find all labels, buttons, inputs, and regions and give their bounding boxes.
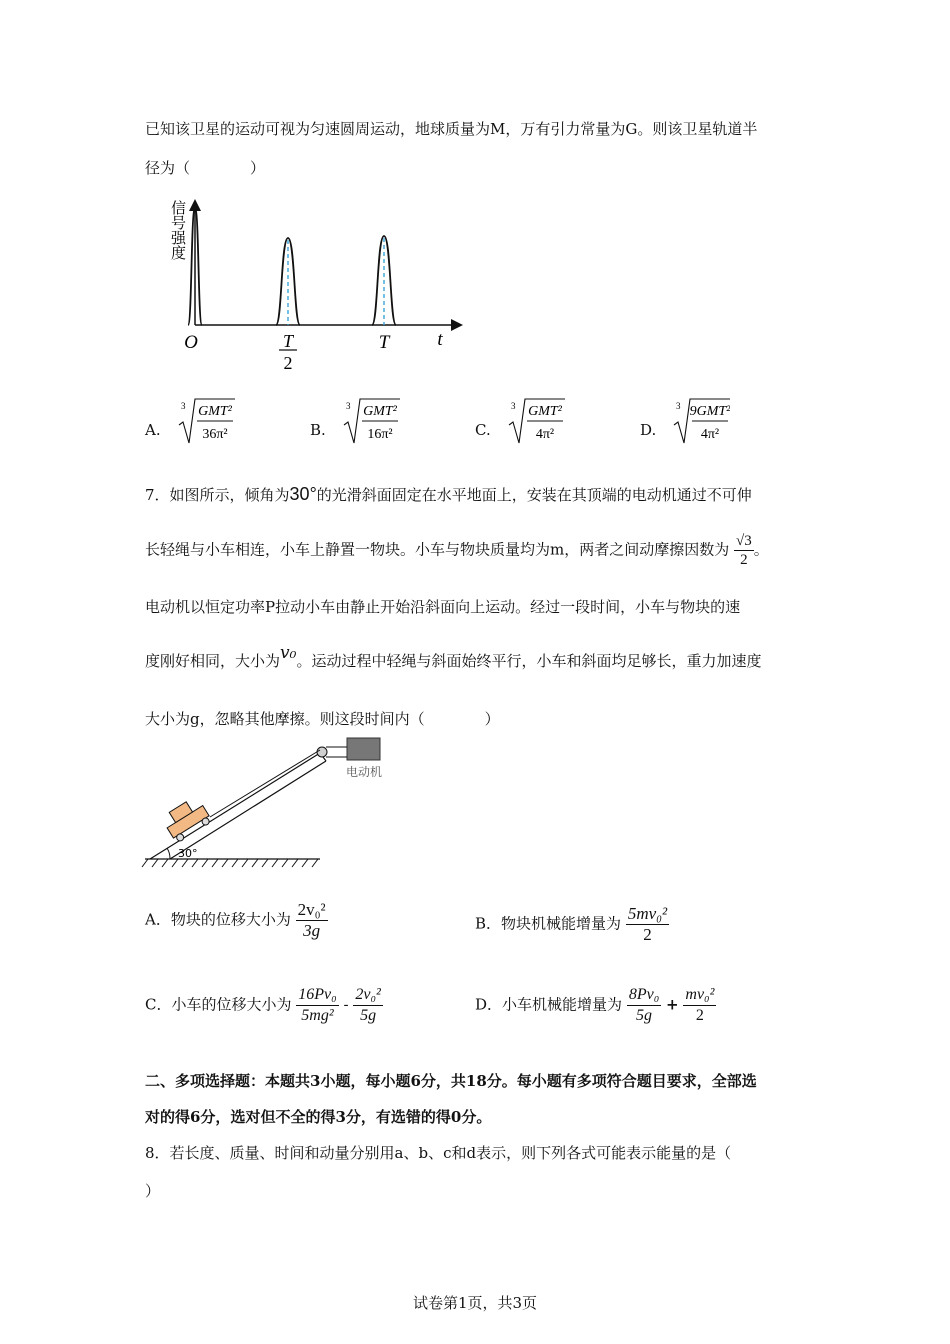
svg-text:3: 3: [345, 401, 351, 411]
svg-text:4π²: 4π²: [701, 427, 720, 442]
svg-text:16π²: 16π²: [367, 427, 393, 442]
q6-line1: 已知该卫星的运动可视为匀速圆周运动，地球质量为M，万有引力常量为G。则该卫星轨道半: [145, 120, 758, 138]
q8-line2: ）: [145, 1182, 161, 1200]
section2-line1: 二、多项选择题：本题共3小题，每小题6分，共18分。每小题有多项符合题目要求，全部选: [145, 1072, 757, 1090]
cube-root-sign: [330, 395, 400, 447]
q6-option-a[interactable]: A. 3 GMT² 36π²: [145, 395, 235, 447]
signal-axis-label: 信号强度: [169, 200, 185, 260]
tick-t: T: [378, 332, 390, 353]
svg-text:9GMT²: 9GMT²: [689, 404, 731, 419]
q7-line3: 电动机以恒定功率P拉动小车由静止开始沿斜面向上运动。经过一段时间，小车与物块的速: [145, 598, 741, 616]
svg-text:4π²: 4π²: [535, 427, 554, 442]
svg-text:36π²: 36π²: [201, 427, 228, 442]
v0-symbol: v₀: [280, 643, 297, 663]
svg-text:3: 3: [510, 401, 516, 411]
cube-root-sign: [165, 395, 235, 447]
angle-label: 30°: [178, 847, 198, 860]
motor-label: 电动机: [345, 765, 383, 779]
q6-option-d[interactable]: D. 3 9GMT² 4π²: [640, 395, 730, 447]
svg-text:3: 3: [180, 401, 186, 411]
q7-option-a[interactable]: A．物块的位移大小为 $\frac{\text{2v₀²}}{3g}$: [145, 900, 326, 940]
motor: [347, 738, 380, 760]
q6-line2: 径为（ ）: [145, 159, 266, 177]
svg-text:GMT²: GMT²: [527, 404, 562, 419]
q8-line1: 8．若长度、质量、时间和动量分别用a、b、c和d表示，则下列各式可能表示能量的是（: [145, 1144, 732, 1162]
q7-line4: 度刚好相同，大小为v₀。运动过程中轻绳与斜面始终平行，小车和斜面均足够长，重力加速度: [145, 643, 762, 670]
svg-text:GMT²: GMT²: [197, 404, 232, 419]
signal-strength-figure: [155, 190, 475, 380]
section2-line2: 对的得6分，选对但不全的得3分，有选错的得0分。: [145, 1108, 492, 1126]
q7-line5: 大小为g，忽略其他摩擦。则这段时间内（ ）: [145, 710, 500, 728]
q6-option-b[interactable]: B. 3 GMT² 16π²: [310, 395, 400, 447]
cube-root-sign: [660, 395, 730, 447]
svg-text:GMT²: GMT²: [362, 404, 397, 419]
mu-fraction: $\frac{√3}{2}$: [736, 533, 752, 568]
cube-root-sign: [495, 395, 565, 447]
incline-figure: [140, 735, 390, 875]
q6-option-c[interactable]: C. 3 GMT² 4π²: [475, 395, 565, 447]
q7-line1: 7．如图所示，倾角为30°的光滑斜面固定在水平地面上，安装在其顶端的电动机通过不可伸: [145, 484, 752, 504]
q7-line2: 长轻绳与小车相连，小车上静置一物块。小车与物块质量均为m，两者之间动摩擦因数为 $\frac{√3}{2}$ 。: [145, 533, 769, 568]
tick-half-den: 2: [283, 353, 293, 373]
angle-value: 30°: [289, 484, 317, 504]
tick-o: O: [184, 332, 198, 353]
t-axis-label: t: [437, 329, 443, 350]
page-footer: 试卷第1页，共3页: [412, 1294, 538, 1312]
q7-option-d[interactable]: D．小车机械能增量为 $\frac{\text{8Pv₀}}{5g}$ + $\frac{\text{mv₀²}}{2}$: [475, 986, 715, 1024]
svg-text:3: 3: [676, 401, 681, 411]
tick-half-num: T: [282, 331, 294, 351]
q7-option-c[interactable]: C．小车的位移大小为 $\frac{\text{16Pv₀}}{\text{5mg²}}$ - $\frac{\text{2v₀²}}{5g}$: [145, 986, 381, 1024]
q7-option-b[interactable]: B．物块机械能增量为 $\frac{\text{5mv₀²}}{2}$: [475, 904, 668, 944]
